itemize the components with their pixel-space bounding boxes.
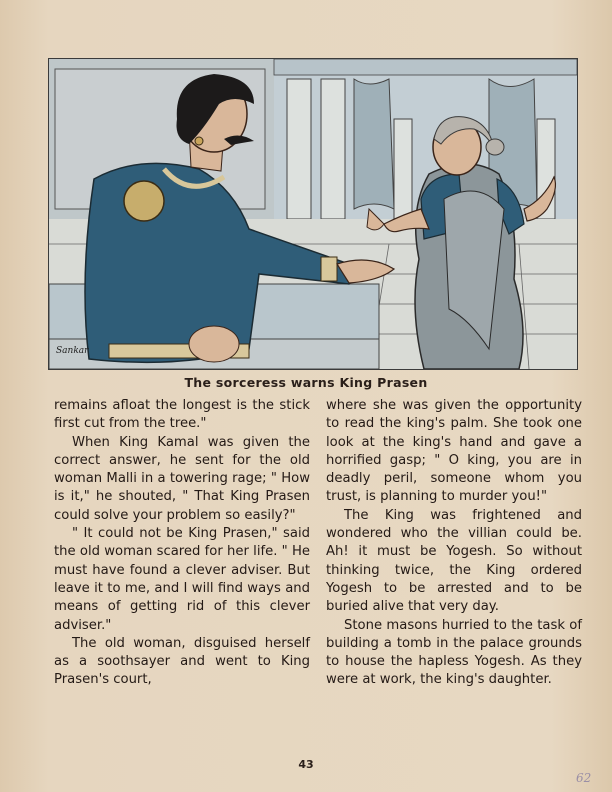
illustration-caption: The sorceress warns King Prasen — [184, 375, 428, 390]
paragraph: " It could not be King Prasen," said the old woman scared for her life. " He must have found a clever adviser. But leave it to me, and I will find ways and means of getting rid of this clever adviser." — [54, 526, 310, 633]
right-text-column — [326, 397, 582, 690]
paragraph: remains afloat the longest is the stick first cut from the tree." — [54, 398, 310, 432]
paragraph: Stone masons hurried to the task of building a tomb in the palace grounds to house the hapless Yogesh. As they were at work, the king's daughter. — [326, 617, 582, 688]
story-illustration — [48, 58, 578, 370]
artist-signature: Sankar — [56, 346, 89, 356]
paragraph: The old woman, disguised herself as a soothsayer and went to King Prasen's court, — [54, 635, 310, 688]
left-text-column — [54, 397, 310, 690]
paragraph: When King Kamal was given the correct answer, he sent for the old woman Malli in a towering rage; " How is it," he shouted, " That King Prasen could solve your problem so easily?" — [54, 434, 310, 523]
paragraph: The King was frightened and wondered who the villian could be. Ah! it must be Yogesh. So without thinking twice, the King ordered Yogesh to be arrested and to be buried alive that very day. — [326, 507, 582, 615]
page-number: 43 — [298, 758, 314, 771]
corner-mark: 62 — [576, 771, 592, 785]
paragraph: where she was given the opportunity to read the king's palm. She took one look at the king's hand and gave a horrified gasp; " O king, you are in deadly peril, someone whom you trust, is planning to murder you!" — [326, 398, 582, 505]
